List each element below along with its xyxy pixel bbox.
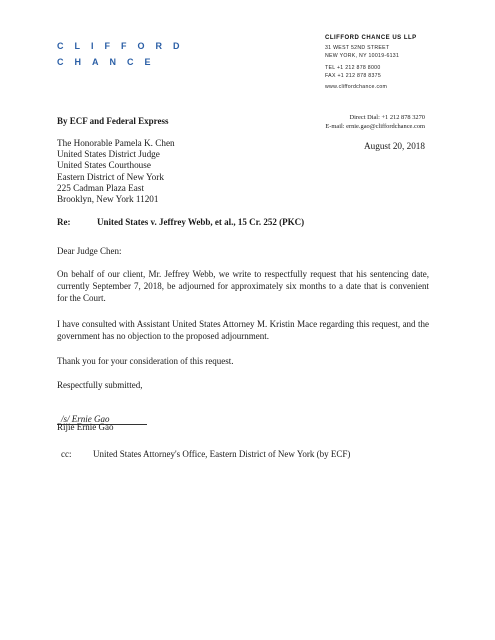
body-paragraph-1: On behalf of our client, Mr. Jeffrey Webb, we write to respectfully request that his sentencing date, currently September 7, 2018, be adjourned for approximately six months to a date that is convenient for the Court. bbox=[57, 269, 429, 303]
signer-name: Rijie Ernie Gao bbox=[57, 422, 114, 432]
firm-phone bbox=[325, 65, 381, 80]
cc-label: cc: bbox=[61, 449, 72, 459]
recipient-line: 225 Cadman Plaza East bbox=[57, 182, 145, 193]
recipient-address bbox=[57, 138, 175, 205]
recipient-line: Eastern District of New York bbox=[57, 171, 164, 182]
firm-name: CLIFFORD CHANCE US LLP bbox=[325, 35, 417, 41]
firm-tel: TEL +1 212 878 8000 bbox=[325, 65, 381, 71]
firm-address-line: NEW YORK, NY 10019-6131 bbox=[325, 52, 400, 59]
direct-contact bbox=[325, 114, 425, 131]
re-subject: United States v. Jeffrey Webb, et al., 15 Cr. 252 (PKC) bbox=[97, 217, 305, 227]
firm-logo-line-2: CHANCE bbox=[57, 57, 162, 67]
email-address[interactable]: E-mail: ernie.gao@cliffordchance.com bbox=[325, 122, 425, 130]
recipient-line: United States District Judge bbox=[57, 149, 160, 160]
firm-fax: FAX +1 212 878 8375 bbox=[325, 72, 382, 79]
recipient-line: United States Courthouse bbox=[57, 160, 151, 171]
recipient-line: Brooklyn, New York 11201 bbox=[57, 194, 159, 205]
re-label: Re: bbox=[57, 217, 71, 227]
body-paragraph-2: I have consulted with Assistant United States Attorney M. Kristin Mace regarding this request, and the government has no objection to the proposed adjournment. bbox=[57, 319, 429, 341]
firm-address-line: 31 WEST 52ND STREET bbox=[325, 45, 390, 51]
firm-logo-line-1: CLIFFORD bbox=[57, 41, 191, 51]
letter-date: August 20, 2018 bbox=[364, 141, 425, 151]
salutation: Dear Judge Chen: bbox=[57, 246, 122, 256]
firm-website[interactable]: www.cliffordchance.com bbox=[325, 84, 388, 90]
signature: /s/ Ernie Gao bbox=[57, 414, 147, 425]
closing: Respectfully submitted, bbox=[57, 380, 143, 390]
body-paragraph-3: Thank you for your consideration of this request. bbox=[57, 356, 234, 366]
firm-address bbox=[325, 45, 399, 60]
direct-dial: Direct Dial: +1 212 878 3270 bbox=[349, 114, 425, 121]
delivery-method: By ECF and Federal Express bbox=[57, 116, 169, 126]
recipient-line: The Honorable Pamela K. Chen bbox=[57, 138, 175, 148]
cc-recipient: United States Attorney's Office, Eastern District of New York (by ECF) bbox=[93, 449, 351, 459]
